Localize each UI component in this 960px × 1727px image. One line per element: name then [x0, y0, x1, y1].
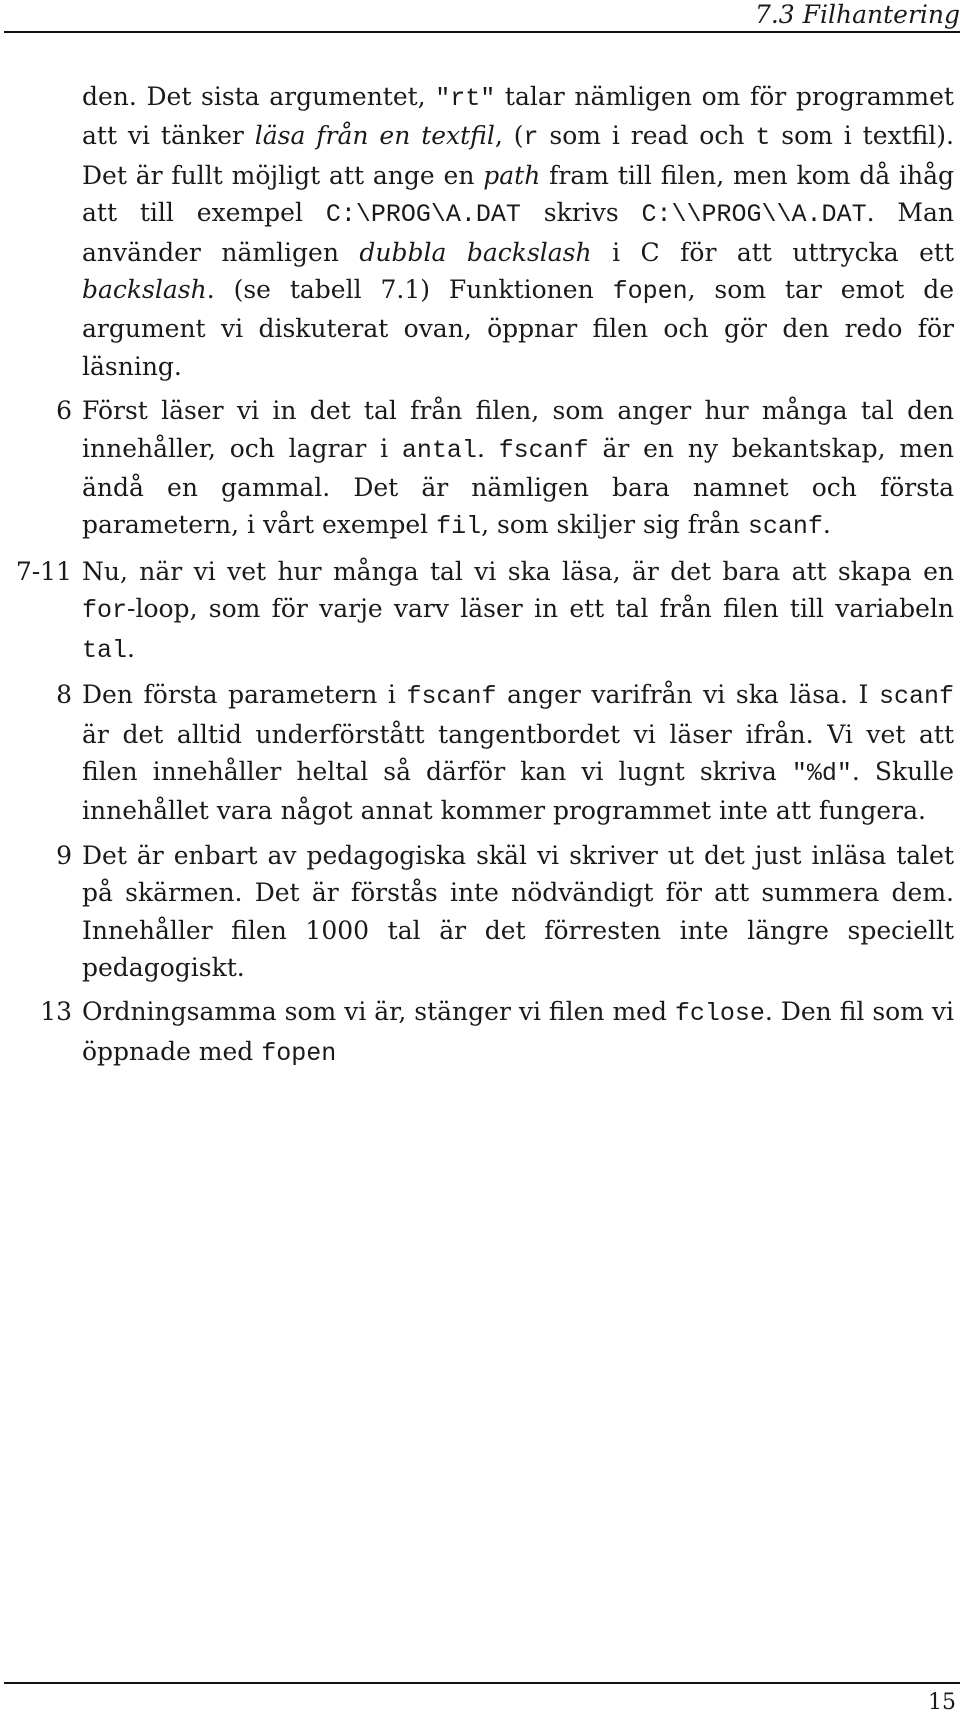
body-text: den. Det sista argumentet,: [82, 82, 436, 111]
body-text: , som tar emot de argument vi diskuterat ovan, öppnar filen och gör den redo för läsning.: [82, 275, 954, 381]
paragraph: [82, 78, 954, 385]
code-token: tal: [82, 635, 128, 665]
code-token: fil: [436, 512, 482, 542]
body-text: i C för att uttrycka ett: [591, 237, 954, 267]
running-header: [0, 0, 960, 34]
body-text: Det är enbart av pedagogiska skäl vi skriver ut det just inläsa talet på skärmen. Det är förstås inte nödvändigt för att summera dem. Innehåller filen 1000 tal är det förresten inte längre speciellt pedagogiskt.: [82, 840, 954, 982]
body-text: , (: [494, 121, 524, 151]
paragraph: [56, 837, 954, 987]
line-reference-number: 13: [40, 997, 72, 1027]
emphasis-text: dubbla backslash: [359, 237, 592, 267]
body-text: som i textfil). Det är fullt möjligt att ange en: [82, 121, 955, 190]
body-text: Ordningsamma som vi är, stänger vi filen med: [82, 997, 675, 1027]
code-token: r: [523, 123, 539, 153]
body-text: Nu, när vi vet hur många tal vi ska läsa, är det bara att skapa en: [82, 556, 954, 586]
code-token: fopen: [261, 1038, 337, 1068]
line-reference-number: 7-11: [15, 556, 72, 586]
body-text: , som skiljer sig från: [481, 510, 748, 540]
page-number: 15: [928, 1690, 956, 1715]
emphasis-text: path: [483, 160, 541, 190]
body-text: är det alltid underförstått tangentbordet vi läser ifrån. Vi vet att filen innehåller heltal så därför kan vi lugnt skriva: [82, 719, 954, 786]
body-text: .: [476, 433, 499, 463]
body-text: talar nämligen om för programmet att vi tänker: [82, 82, 954, 151]
body-text: Den första parametern i: [82, 680, 407, 710]
emphasis-text: läsa från en textfil: [254, 121, 495, 151]
section-title: 7.3 Filhantering: [754, 0, 960, 29]
body-text: . (se tabell 7.1) Funktionen: [206, 275, 613, 305]
code-token: scanf: [878, 682, 954, 712]
code-token: for: [82, 596, 128, 626]
body-text: . Man använder nämligen: [82, 198, 955, 267]
code-token: C:\\PROG\\A.DAT: [641, 200, 867, 230]
page-body: [0, 78, 960, 1079]
code-token: C:\PROG\A.DAT: [325, 200, 521, 230]
body-text: . Skulle innehållet vara något annat kommer programmet inte att fungera.: [82, 756, 954, 826]
code-token: antal: [401, 435, 477, 465]
body-text: .: [127, 633, 135, 663]
code-token: fscanf: [498, 435, 589, 465]
header-rule: [4, 31, 960, 33]
footer-rule: [4, 1682, 960, 1684]
code-token: "rt": [435, 84, 496, 113]
emphasis-text: backslash: [82, 275, 207, 305]
paragraph: [40, 993, 954, 1072]
body-text: fram till filen, men kom då ihåg att till exempel: [82, 160, 954, 228]
code-token: fopen: [612, 277, 688, 307]
code-token: "%d": [791, 758, 852, 788]
paragraph: [56, 676, 954, 830]
code-token: scanf: [747, 512, 823, 542]
line-reference-number: 8: [56, 680, 72, 710]
code-token: t: [755, 123, 771, 153]
paragraph: [15, 553, 954, 669]
body-text: anger varifrån vi ska läsa. I: [496, 680, 879, 710]
body-text: .: [822, 510, 831, 540]
code-token: fclose: [674, 999, 765, 1029]
body-text: . Den fil som vi öppnade med: [82, 997, 954, 1066]
body-text: som i read och: [538, 121, 756, 151]
line-reference-number: 6: [56, 396, 72, 426]
paragraph: [56, 392, 954, 546]
body-text: -loop, som för varje varv läser in ett tal från filen till variabeln: [127, 594, 954, 624]
line-reference-number: 9: [56, 840, 72, 870]
body-text: Först läser vi in det tal från filen, som anger hur många tal den innehåller, och lagrar i: [82, 396, 954, 463]
code-token: fscanf: [406, 682, 497, 712]
body-text: skrivs: [520, 198, 642, 228]
body-text: är en ny bekantskap, men ändå en gammal. Det är nämligen bara namnet och första parametern, i vårt exempel: [82, 433, 954, 540]
